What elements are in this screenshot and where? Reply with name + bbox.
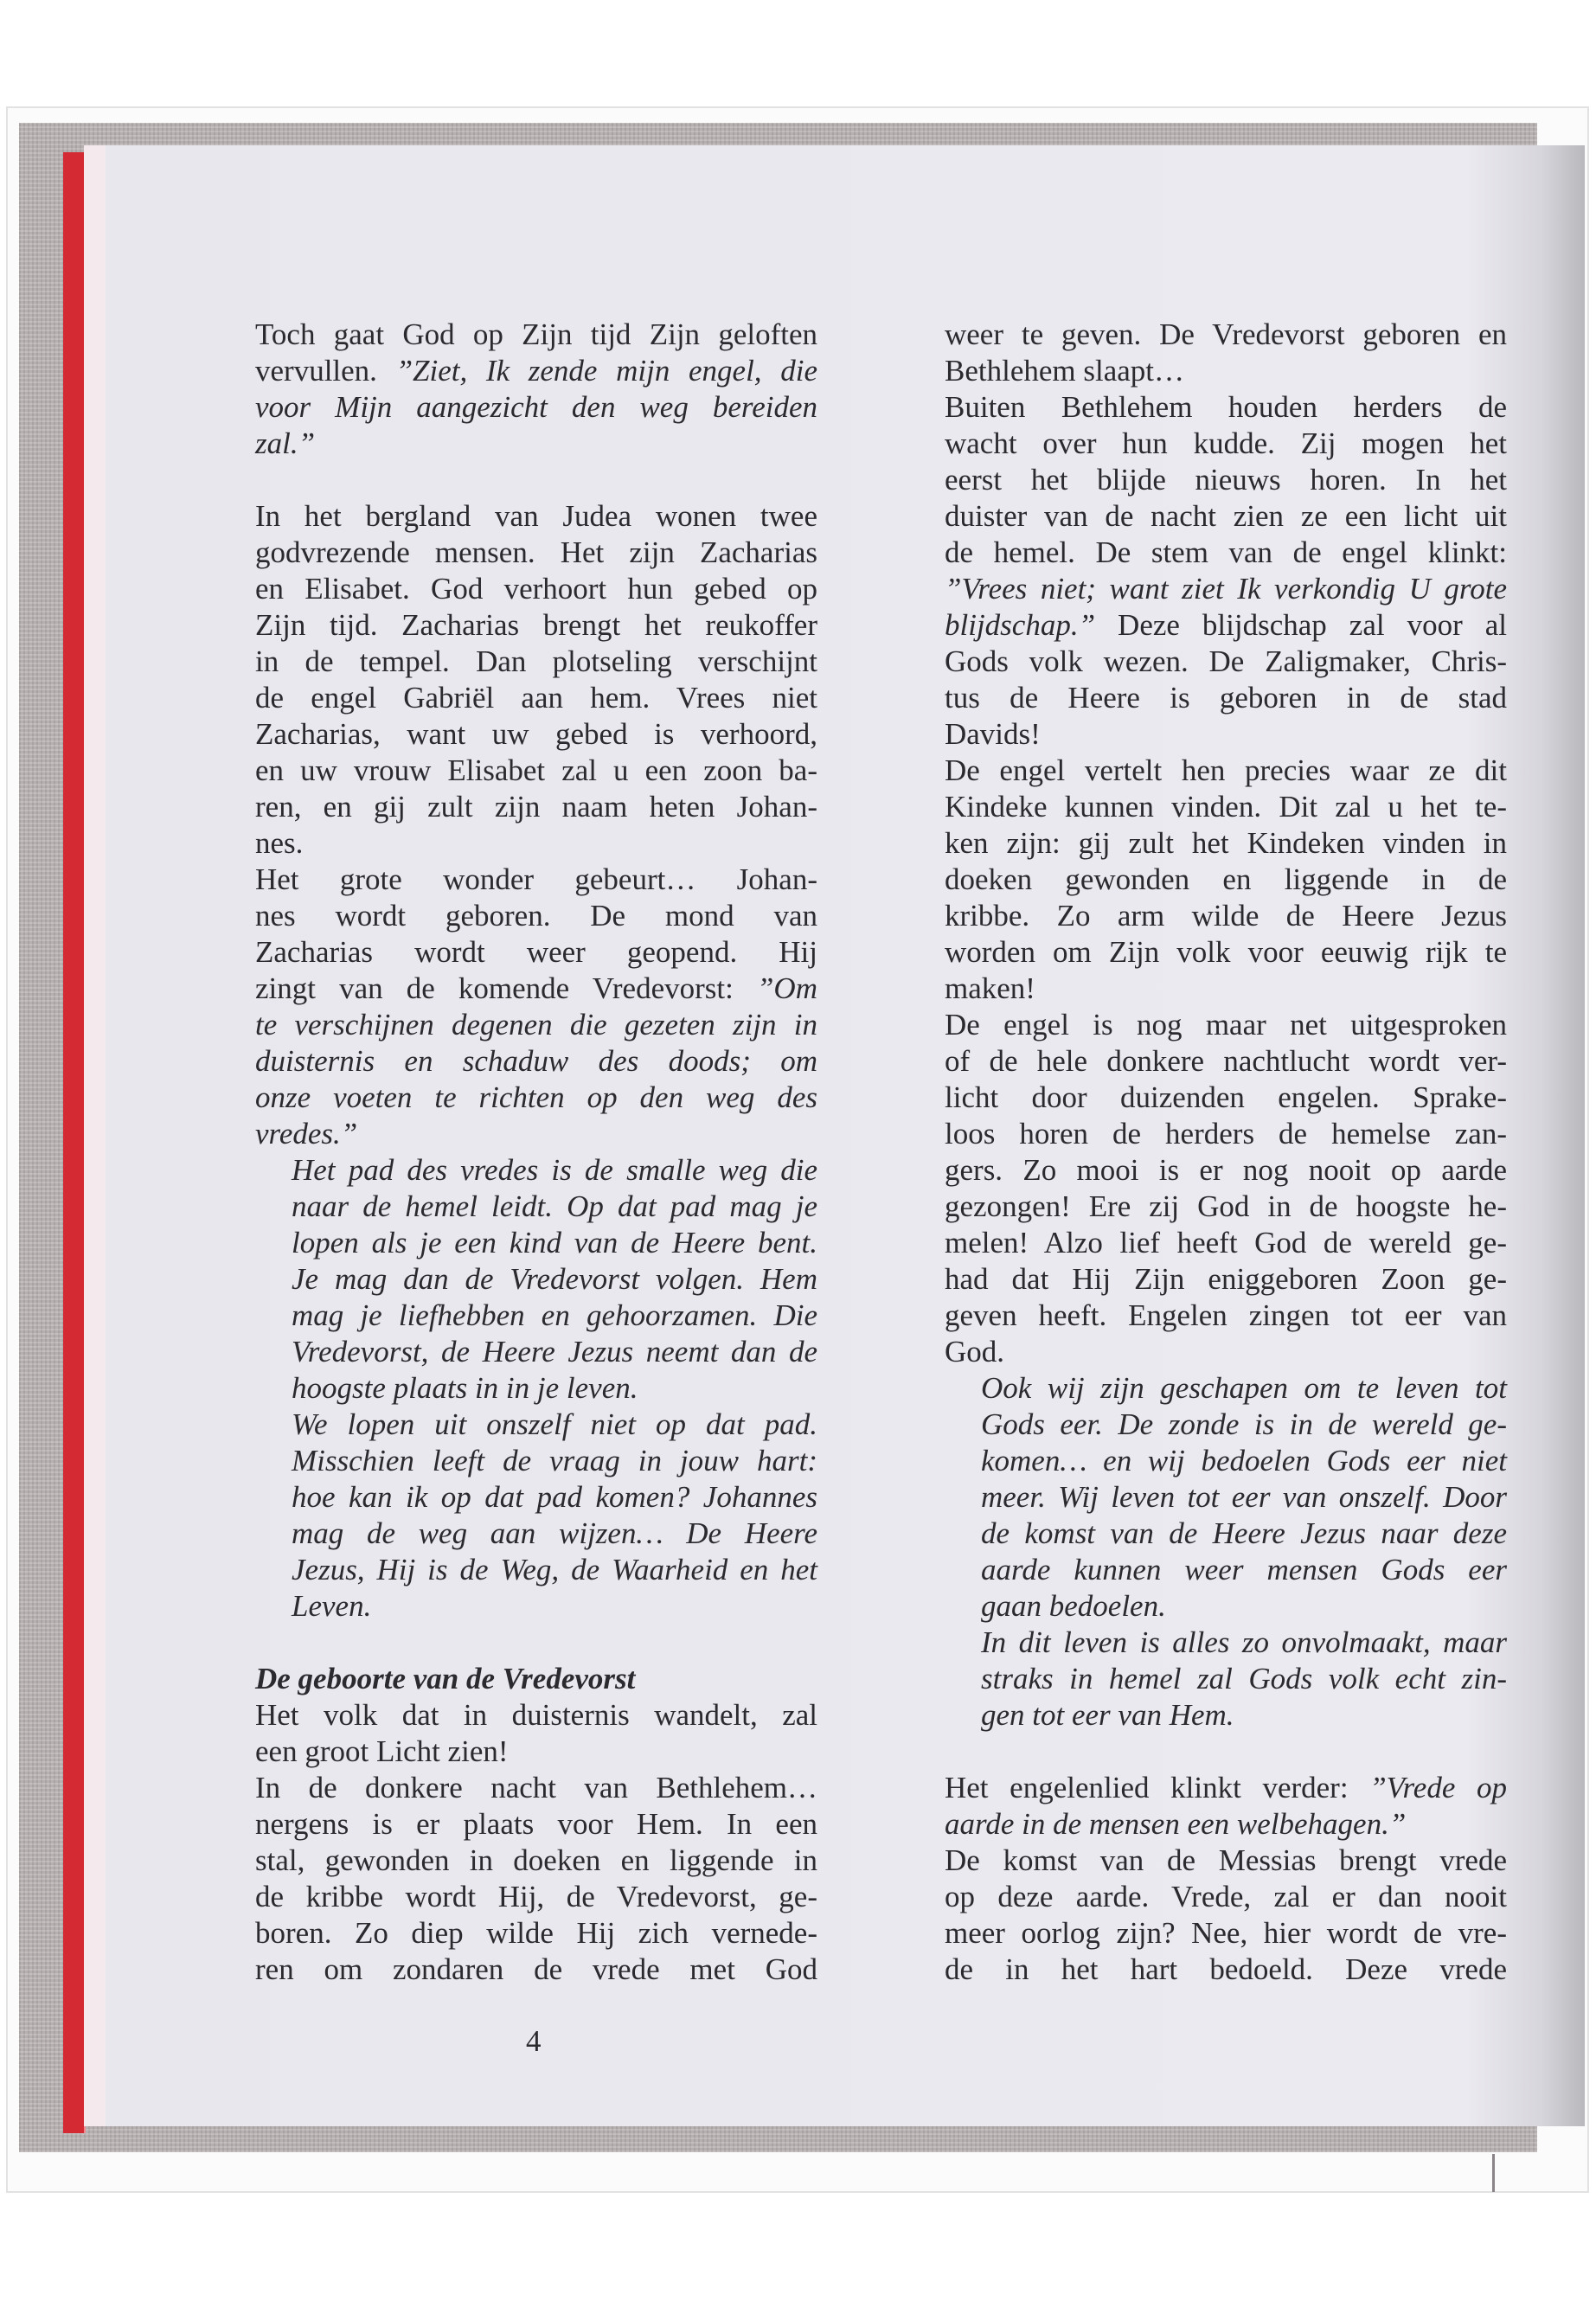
italic-text: vredes.”: [255, 1117, 358, 1150]
text: de kribbe wordt Hij, de Vredevorst, ge-: [255, 1880, 817, 1913]
text: had dat Hij Zijn eniggeboren Zoon ge-: [945, 1262, 1507, 1296]
text-line: [255, 898, 817, 934]
text: loos horen de herders de hemelse zan-: [945, 1117, 1507, 1150]
text-line: [292, 1334, 817, 1370]
text: zingt van de komende Vredevorst:: [255, 971, 757, 1005]
text-line: [945, 862, 1507, 898]
text: eerst het blijde nieuws horen. In het: [945, 463, 1507, 497]
text-line: [255, 1843, 817, 1879]
text-line: [255, 353, 817, 389]
text: Deze blijdschap zal voor al: [1095, 608, 1507, 642]
text-line: [255, 1043, 817, 1080]
italic-text: komen… en wij bedoelen Gods eer niet: [981, 1444, 1507, 1477]
text: nes wordt geboren. De mond van: [255, 899, 817, 933]
text-line: [945, 462, 1507, 498]
page-number: 4: [526, 2024, 542, 2058]
text: op deze aarde. Vrede, zal er dan nooit: [945, 1880, 1507, 1913]
text-line: [255, 934, 817, 971]
text: melen! Alzo lief heeft God de wereld ge-: [945, 1226, 1507, 1259]
text-line: [292, 1298, 817, 1334]
italic-text: voor Mijn aangezicht den weg bereiden: [255, 390, 817, 424]
text-line: [255, 716, 817, 753]
text: ken zijn: gij zult het Kindeken vinden in: [945, 826, 1507, 860]
text-line: [981, 1625, 1507, 1661]
italic-text: duisternis en schaduw des doods; om: [255, 1044, 817, 1078]
text-line: [981, 1370, 1507, 1407]
text-line: [945, 1043, 1507, 1080]
paragraph: [945, 1770, 1507, 1843]
text: vervullen.: [255, 354, 396, 388]
text-line: [292, 1261, 817, 1298]
text: worden om Zijn volk voor eeuwig rijk te: [945, 935, 1507, 969]
paragraph: [255, 1697, 817, 1770]
paragraph: [945, 1843, 1507, 1988]
text: nergens is er plaats voor Hem. In een: [255, 1807, 817, 1841]
text: Toch gaat God op Zijn tijd Zijn geloften: [255, 317, 817, 351]
italic-text: Ook wij zijn geschapen om te leven tot: [981, 1371, 1507, 1405]
text-line: [255, 1915, 817, 1952]
italic-text: te verschijnen degenen die gezeten zijn in: [255, 1008, 817, 1042]
meditation-paragraph: [255, 1152, 817, 1407]
text-line: [945, 789, 1507, 825]
scan-mark: [1492, 2154, 1495, 2192]
text-line: [981, 1661, 1507, 1697]
text: Davids!: [945, 717, 1041, 751]
text: een groot Licht zien!: [255, 1734, 509, 1768]
section-gap: [945, 1734, 1507, 1770]
text-line: [945, 934, 1507, 971]
text: nes.: [255, 826, 304, 860]
italic-text: De geboorte van de Vredevorst: [255, 1662, 636, 1695]
text-line: [255, 317, 817, 353]
text-line: [255, 1734, 817, 1770]
italic-text: naar de hemel leidt. Op dat pad mag je: [292, 1189, 817, 1223]
meditation-paragraph: [945, 1370, 1507, 1625]
text: Het volk dat in duisternis wandelt, zal: [255, 1698, 817, 1732]
text: godvrezende mensen. Het zijn Zacharias: [255, 535, 817, 569]
text: Zijn tijd. Zacharias brengt het reukoffer: [255, 608, 817, 642]
text-line: [945, 825, 1507, 862]
text-line: [292, 1443, 817, 1479]
italic-text: Vredevorst, de Heere Jezus neemt dan de: [292, 1335, 817, 1368]
text: De engel vertelt hen precies waar ze dit: [945, 753, 1507, 787]
text-line: [945, 753, 1507, 789]
italic-text: aarde in de mensen een welbehagen.”: [945, 1807, 1407, 1841]
text: Kindeke kunnen vinden. Dit zal u het te-: [945, 790, 1507, 824]
italic-text: Jezus, Hij is de Weg, de Waarheid en het: [292, 1553, 817, 1586]
italic-text: hoe kan ik op dat pad komen? Johannes: [292, 1480, 817, 1514]
text-line: [292, 1588, 817, 1625]
italic-text: gen tot eer van Hem.: [981, 1698, 1234, 1732]
text: licht door duizenden engelen. Sprake-: [945, 1080, 1507, 1114]
text: ren, en gij zult zijn naam heten Johan-: [255, 790, 817, 824]
italic-text: Misschien leeft de vraag in jouw hart:: [292, 1444, 817, 1477]
text: tus de Heere is geboren in de stad: [945, 681, 1507, 715]
text-line: [945, 716, 1507, 753]
text-line: [255, 1697, 817, 1734]
text-line: [945, 1225, 1507, 1261]
italic-text: Het pad des vredes is de smalle weg die: [292, 1153, 817, 1187]
text: de engel Gabriël aan hem. Vrees niet: [255, 681, 817, 715]
text-line: [945, 898, 1507, 934]
text-line: [292, 1370, 817, 1407]
italic-text: ”Om: [756, 971, 817, 1005]
text-line: [945, 571, 1507, 607]
text-line: [255, 753, 817, 789]
text-line: [255, 1116, 817, 1152]
italic-text: Je mag dan de Vredevorst volgen. Hem: [292, 1262, 817, 1296]
text: duister van de nacht zien ze een licht uit: [945, 499, 1507, 533]
text-line: [981, 1588, 1507, 1625]
text-line: [945, 353, 1507, 389]
text-line: [945, 1334, 1507, 1370]
text-line: [255, 389, 817, 426]
italic-text: We lopen uit onszelf niet op dat pad.: [292, 1407, 817, 1441]
text: De komst van de Messias brengt vrede: [945, 1843, 1507, 1877]
text: wacht over hun kudde. Zij mogen het: [945, 426, 1507, 460]
text-line: [945, 317, 1507, 353]
text-line: [945, 426, 1507, 462]
italic-text: meer. Wij leven tot eer van onszelf. Door: [981, 1480, 1507, 1514]
text-line: [292, 1189, 817, 1225]
text: de hemel. De stem van de engel klinkt:: [945, 535, 1507, 569]
italic-text: Gods eer. De zonde is in de wereld ge-: [981, 1407, 1507, 1441]
text: en uw vrouw Elisabet zal u een zoon ba-: [255, 753, 817, 787]
text: In het bergland van Judea wonen twee: [255, 499, 817, 533]
paragraph: [945, 389, 1507, 753]
text-line: [945, 1952, 1507, 1988]
text: gers. Zo mooi is er nog nooit op aarde: [945, 1153, 1507, 1187]
text-line: [981, 1443, 1507, 1479]
text-line: [945, 1843, 1507, 1879]
text: ren om zondaren de vrede met God: [255, 1952, 817, 1986]
right-column: [945, 317, 1507, 1988]
text: in de tempel. Dan plotseling verschijnt: [255, 644, 817, 678]
text: en Elisabet. God verhoort hun gebed op: [255, 572, 817, 606]
text-line: [945, 1770, 1507, 1806]
text-line: [981, 1552, 1507, 1588]
text-line: [255, 571, 817, 607]
text: meer oorlog zijn? Nee, hier wordt de vre-: [945, 1916, 1507, 1950]
text: doeken gewonden en liggende in de: [945, 862, 1507, 896]
text-line: [292, 1516, 817, 1552]
text-line: [981, 1516, 1507, 1552]
italic-text: ”Vrees niet; want ziet Ik verkondig U grote: [945, 572, 1507, 606]
text-line: [255, 1770, 817, 1806]
italic-text: Leven.: [292, 1589, 372, 1623]
text-line: [981, 1407, 1507, 1443]
italic-text: aarde kunnen weer mensen Gods eer: [981, 1553, 1507, 1586]
text-line: [945, 498, 1507, 535]
italic-text: mag de weg aan wijzen… De Heere: [292, 1516, 817, 1550]
text-line: [255, 644, 817, 680]
paragraph: [945, 1007, 1507, 1370]
text-line: [292, 1407, 817, 1443]
italic-text: hoogste plaats in in je leven.: [292, 1371, 638, 1405]
text: Het engelenlied klinkt verder:: [945, 1771, 1370, 1804]
text-line: [255, 1952, 817, 1988]
text: maken!: [945, 971, 1035, 1005]
text-line: [945, 607, 1507, 644]
text-line: [255, 1806, 817, 1843]
text-line: [255, 789, 817, 825]
text: geven heeft. Engelen zingen tot eer van: [945, 1298, 1507, 1332]
text-line: [255, 680, 817, 716]
text: Het grote wonder gebeurt… Johan-: [255, 862, 817, 896]
text-line: [945, 644, 1507, 680]
section-gap: [255, 1625, 817, 1661]
italic-text: onze voeten te richten op den weg des: [255, 1080, 817, 1114]
text: Zacharias wordt weer geopend. Hij: [255, 935, 817, 969]
italic-text: zal.”: [255, 426, 316, 460]
paragraph: [255, 862, 817, 1152]
text: weer te geven. De Vredevorst geboren en: [945, 317, 1507, 351]
italic-text: lopen als je een kind van de Heere bent.: [292, 1226, 817, 1259]
text-line: [292, 1479, 817, 1516]
italic-text: gaan bedoelen.: [981, 1589, 1166, 1623]
paragraph: [255, 317, 817, 462]
text-line: [945, 1116, 1507, 1152]
text-line: [945, 1189, 1507, 1225]
text-line: [945, 1915, 1507, 1952]
meditation-paragraph: [945, 1625, 1507, 1734]
text-line: [255, 426, 817, 462]
text: boren. Zo diep wilde Hij zich vernede-: [255, 1916, 817, 1950]
text-line: [945, 1879, 1507, 1915]
text-line: [255, 535, 817, 571]
left-column: [255, 317, 817, 1988]
text: gezongen! Ere zij God in de hoogste he-: [945, 1189, 1507, 1223]
text-line: [255, 1661, 817, 1697]
text-line: [945, 680, 1507, 716]
text: stal, gewonden in doeken en liggende in: [255, 1843, 817, 1877]
text-line: [945, 389, 1507, 426]
text-line: [945, 1298, 1507, 1334]
text-line: [945, 1007, 1507, 1043]
text-line: [945, 1261, 1507, 1298]
text-line: [945, 971, 1507, 1007]
paragraph: [945, 317, 1507, 389]
text: kribbe. Zo arm wilde de Heere Jezus: [945, 899, 1507, 933]
text-line: [255, 498, 817, 535]
text-line: [981, 1697, 1507, 1734]
italic-text: de komst van de Heere Jezus naar deze: [981, 1516, 1507, 1550]
italic-text: blijdschap.”: [945, 608, 1096, 642]
italic-text: ”Vrede op: [1369, 1771, 1508, 1804]
text: In de donkere nacht van Bethlehem…: [255, 1771, 817, 1804]
text-line: [255, 1080, 817, 1116]
text: de in het hart bedoeld. Deze vrede: [945, 1952, 1507, 1986]
text-line: [292, 1152, 817, 1189]
text-line: [945, 1080, 1507, 1116]
meditation-paragraph: [255, 1407, 817, 1625]
text-line: [292, 1225, 817, 1261]
text-line: [255, 825, 817, 862]
text-line: [945, 1152, 1507, 1189]
italic-text: straks in hemel zal Gods volk echt zin-: [981, 1662, 1507, 1695]
text: De engel is nog maar net uitgesproken: [945, 1008, 1507, 1042]
text: Gods volk wezen. De Zaligmaker, Chris-: [945, 644, 1507, 678]
text-line: [255, 862, 817, 898]
text: Buiten Bethlehem houden herders de: [945, 390, 1507, 424]
text-line: [981, 1479, 1507, 1516]
italic-text: mag je liefhebben en gehoorzamen. Die: [292, 1298, 817, 1332]
text: God.: [945, 1335, 1005, 1368]
section-heading: [255, 1661, 817, 1697]
italic-text: In dit leven is alles zo onvolmaakt, maar: [981, 1625, 1507, 1659]
text-line: [255, 1879, 817, 1915]
text: of de hele donkere nachtlucht wordt ver-: [945, 1044, 1507, 1078]
text: Zacharias, want uw gebed is verhoord,: [255, 717, 817, 751]
text-line: [255, 971, 817, 1007]
text-line: [255, 607, 817, 644]
paragraph: [945, 753, 1507, 1007]
text-line: [255, 1007, 817, 1043]
text-line: [945, 1806, 1507, 1843]
paragraph: [255, 1770, 817, 1988]
text-line: [945, 535, 1507, 571]
section-gap: [255, 462, 817, 498]
red-page-edge: [63, 152, 86, 2133]
text: Bethlehem slaapt…: [945, 354, 1185, 388]
text-line: [292, 1552, 817, 1588]
italic-text: ”Ziet, Ik zende mijn engel, die: [395, 354, 817, 388]
paragraph: [255, 498, 817, 862]
